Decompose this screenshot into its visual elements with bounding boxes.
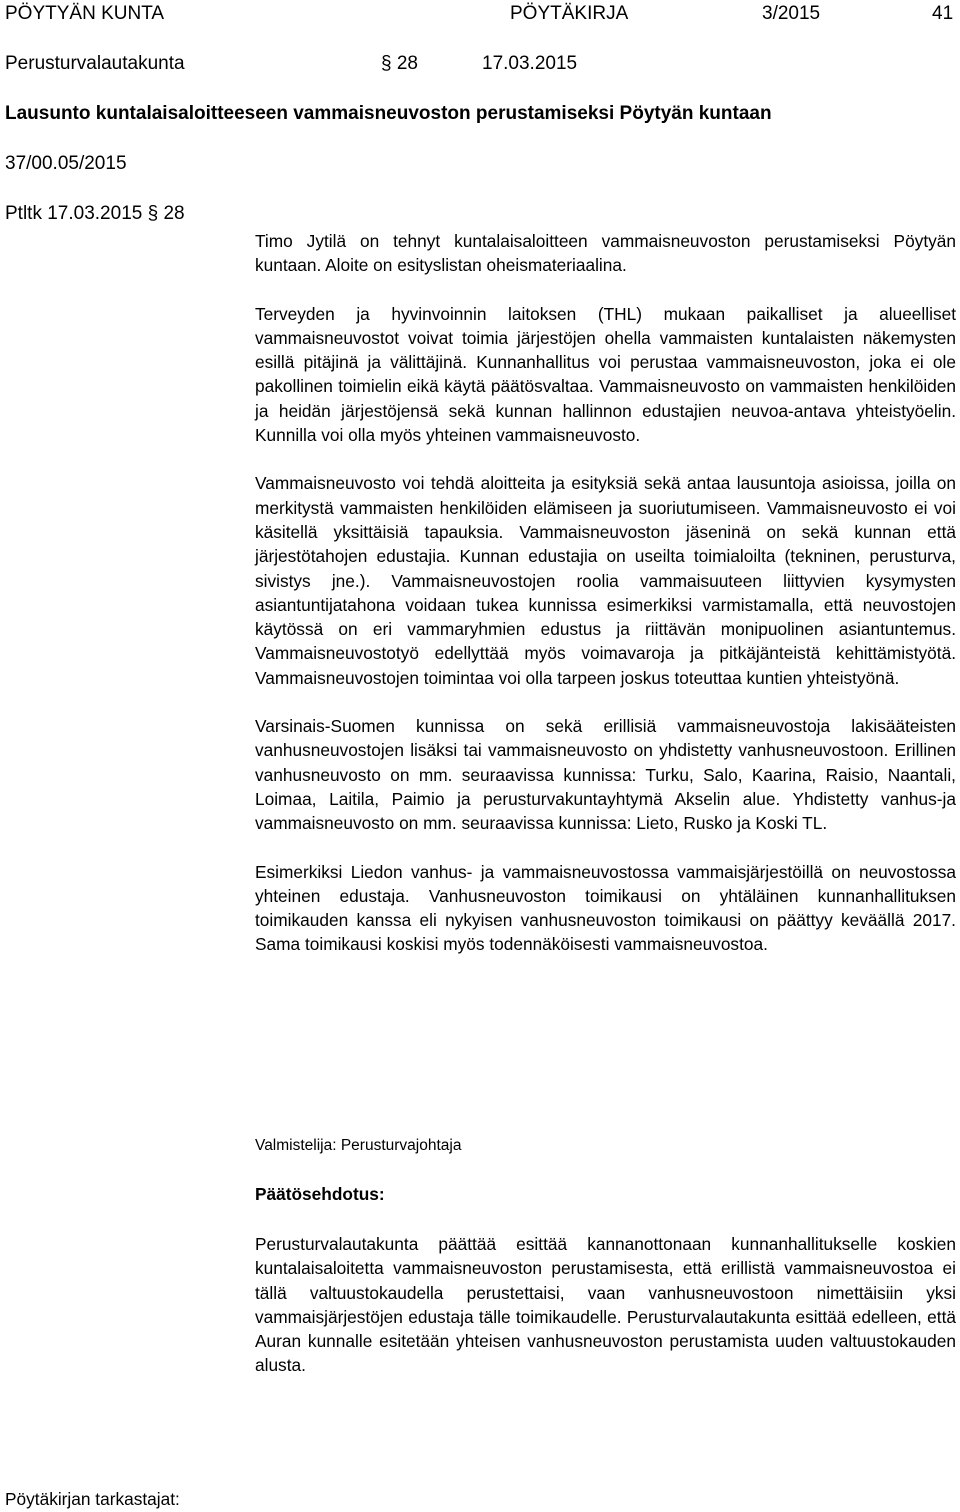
board-name: Perusturvalautakunta [5,53,185,74]
paragraph: Vammaisneuvosto voi tehdä aloitteita ja esityksiä sekä antaa lausuntoja asioissa, joilla on merkitystä vammaisten henkilöiden elämiseen ja suoriutumiseen. Vammaisneuvosto ei voi käsitellä yksittäisiä tapauksia. Vammaisneuvoston jäseninä on sekä kunnan että järjestötahojen edustajia. Kunnan edustajia on useilta toimialoilta (tekninen, perusturva, sivistys jne.). Vammaisneuvostojen roolia vammaisuuteen liittyvien kysymysten asiantuntijatahona voidaan tukea kunnissa esimerkiksi varmistamalla, että neuvostojen käytössä on eri vammaryhmien edustus ja riittävän monipuolinen asiantuntemus. Vammaisneuvostotyö edellyttää myös voimavaroja ja pitkäjänteistä kehittämistyötä. Vammaisneuvostojen toimintaa voi olla tarpeen joskus toteuttaa kuntien yhteistyönä. [255,473,956,688]
preparer: Valmistelija: Perusturvajohtaja [255,1137,462,1154]
footer-inspectors: Pöytäkirjan tarkastajat: [5,1489,180,1509]
paragraph: Terveyden ja hyvinvoinnin laitoksen (THL) mukaan paikalliset ja alueelliset vammaisneuvostot voivat toimia järjestöjen ohella vammaisten kuntalaisten näkemysten esillä pitäjinä ja välittäjinä. Kunnanhallitus voi perustaa vammaisneuvoston, joka ei ole pakollinen toimielin eikä käytä päätösvaltaa. Vammaisneuvosto on vammaisten henkilöiden ja heidän järjestöjensä sekä kunnan hallinnon edustajien neuvoa-antava yhteistyöelin. Kunnilla voi olla myös yhteinen vammaisneuvosto. [255,303,956,446]
meeting-reference: Ptltk 17.03.2015 § 28 [5,203,185,224]
paragraph: Timo Jytilä on tehnyt kuntalaisaloitteen vammaisneuvoston perustamiseksi Pöytyän kuntaan. Aloite on esityslistan oheismateriaalina. [255,231,956,276]
municipality-name: PÖYTYÄN KUNTA [5,3,165,24]
proposal-heading: Päätösehdotus: [255,1184,385,1204]
document-type: PÖYTÄKIRJA [510,3,629,24]
meeting-date: 17.03.2015 [482,53,578,74]
document-number: 3/2015 [762,3,821,24]
case-number: 37/00.05/2015 [5,153,127,174]
document-body [255,229,956,981]
paragraph: Varsinais-Suomen kunnissa on sekä erillisiä vammaisneuvostoja lakisääteisten vanhusneuvostojen lisäksi tai vammaisneuvosto on yhdistetty vanhusneuvostoon. Erillinen vanhusneuvosto on mm. seuraavissa kunnissa: Turku, Salo, Kaarina, Raisio, Naantali, Loimaa, Laitila, Paimio ja perusturvakuntayhtymä Akselin alue. Yhdistetty vanhus-ja vammaisneuvosto on mm. seuraavissa kunnissa: Lieto, Rusko ja Koski TL. [255,716,956,834]
section-number: § 28 [381,53,418,74]
page-title: Lausunto kuntalaisaloitteeseen vammaisneuvoston perustamiseksi Pöytyän kuntaan [5,103,772,124]
proposal-text: Perusturvalautakunta päättää esittää kannanottonaan kunnanhallitukselle koskien kuntalaisaloitetta vammaisneuvoston perustamisesta, että erillistä vammaisneuvostoa ei tällä valtuustokaudella perustettaisi, vaan vanhusneuvostoon nimettäisiin yksi vammaisjärjestöjen edustaja tälle toimikaudelle. Perusturvalautakunta esittää edelleen, että Auran kunnalle esitetään yhteisen vanhusneuvoston perustamista uuden valtuustokauden alusta. [255,1234,956,1376]
paragraph: Esimerkiksi Liedon vanhus- ja vammaisneuvostossa vammaisjärjestöillä on neuvostossa yhteinen edustaja. Vanhusneuvoston toimikausi on yhtäläinen kunnanhallituksen toimikauden kanssa eli nykyisen vanhusneuvoston toimikausi on päättyy keväällä 2017. Sama toimikausi koskisi myös todennäköisesti vammaisneuvostoa. [255,861,956,955]
proposal-text-block [255,1232,956,1402]
page-number: 41 [932,3,954,24]
